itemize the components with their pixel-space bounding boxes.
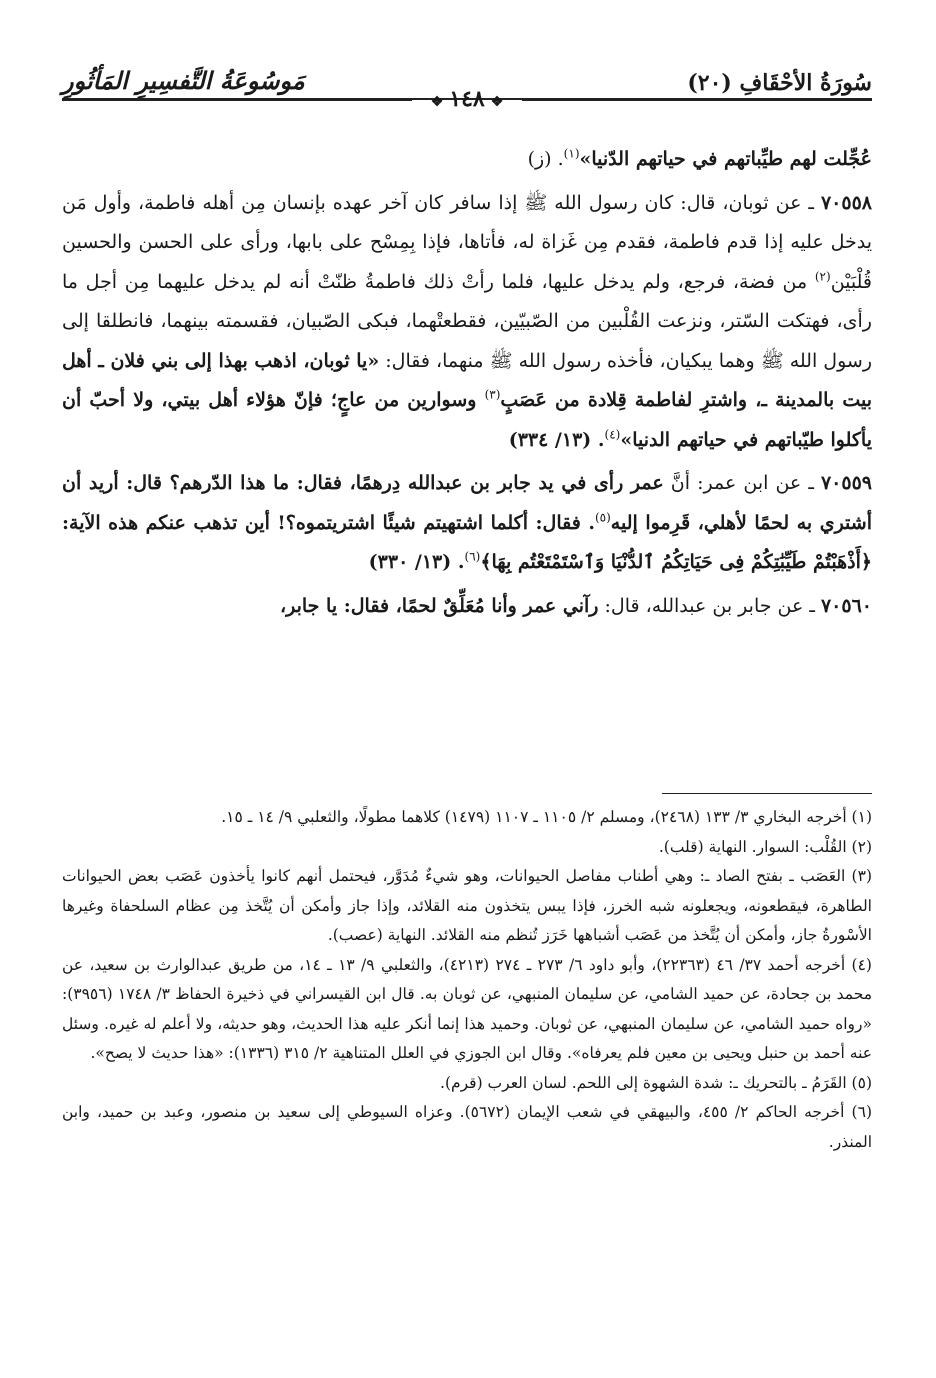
footnotes — [62, 803, 872, 1157]
ornament-icon: ❖ — [490, 94, 504, 110]
footnote-6: (٦) أخرجه الحاكم ٢/ ٤٥٥، والبيهقي في شعب الإيمان (٥٦٧٢). وعزاه السيوطي إلى سعيد بن منصور، وعبد بن حميد، وابن المنذر. — [62, 1103, 872, 1151]
surah-title: سُورَةُ الأحْقَافِ (٢٠) — [687, 70, 872, 96]
footnote-divider — [662, 793, 872, 794]
footnote-5: (٥) القَرَمُ ـ بالتحريك ـ: شدة الشهوة إلى اللحم. لسان العرب (قرم). — [440, 1073, 872, 1092]
footnote-3: (٣) العَصَب ـ بفتح الصاد ـ: وهي أطناب مفاصل الحيوانات، وهو شيءٌ مُدَوَّر، فيحتمل أنهم كانوا يأخذون عَصَب بعض الحيوانات الطاهرة، فيقطعونه، ويجعلونه شبه الخرز، فإذا يبس يتخذون منه القلائد، وإذا جاز وأمكن أن يُتَّخذ مِن عظام السلحفاة وغيرها الأسْورةُ جاز، وأمكن أن يُتَّخذ من عَصَب أشباهها خَرَز تُنظم منه القلائد. النهاية (عصب). — [62, 867, 872, 944]
hadith-number: ٧٠٥٥٨ — [820, 191, 872, 214]
hadith-number: ٧٠٥٦٠ — [820, 594, 872, 617]
hadith-70560: ٧٠٥٦٠ ـ عن جابر بن عبدالله، قال: رآني عمر وأنا مُعَلِّقٌ لحمًا، فقال: يا جابر، — [279, 594, 872, 617]
hadith-70559: ٧٠٥٥٩ ـ عن ابن عمر: أنَّ عمر رأى في يد جابر بن عبدالله دِرهمًا، فقال: ما هذا الدّرهم؟ قال: أريد أن أشتري به لحمًا لأهلي، قَرِموا إليه$^{(٥)}$. فقال: أكلما اشتهيتم شيئًا اشتريتموه؟! أين تذهب عنكم هذه الآية: ﴿أَذْهَبْتُمْ طَيِّبَٰتِكُمْ فِى حَيَاتِكُمُ ٱلدُّنْيَا وَٱسْتَمْتَعْتُم بِهَا﴾$^{(٦)}$. (١٣/ ٣٣٠) — [62, 472, 872, 573]
book-title: مَوسُوعَةُ التَّفسِيرِ المَأثُورِ — [62, 66, 305, 95]
footnote-1: (١) أخرجه البخاري ٣/ ١٣٣ (٢٤٦٨)، ومسلم ٢/ ١١٠٥ ـ ١١٠٧ (١٤٧٩) كلاهما مطولًا، والثعلبي ٩/ ١٤ ـ ١٥. — [221, 808, 872, 826]
main-text — [62, 140, 872, 630]
ornament-icon: ❖ — [430, 94, 444, 110]
paragraph-continuation: عُجِّلت لهم طيِّباتهم في حياتهم الدّنيا»$^{(١)}$. (ز) — [527, 146, 872, 170]
footnote-2: (٢) القُلْب: السوار. النهاية (قلب). — [658, 837, 872, 856]
page-number: ١٤٨ — [449, 86, 485, 112]
hadith-number: ٧٠٥٥٩ — [820, 472, 872, 494]
hadith-70558: ٧٠٥٥٨ ـ عن ثوبان، قال: كان رسول الله ﷺ إذا سافر كان آخر عهده بإنسان مِن أهله فاطمة، وأول مَن يدخل عليه إذا قدم فاطمة، فقدم مِن غَزاة له، فأتاها، فإذا بِمِسْح على بابها، ورأى على الحسن والحسين قُلْبَيْن$^{(٢)}$ من فضة، فرجع، ولم يدخل عليها، فلما رأتْ ذلك فاطمةُ ظنّتْ أنه لم يدخل عليهما مِن أجل ما رأى، فهتكت السّتر، ونزعت القُلْبين من الصّبيّين، فقطعتْهما، فبكى الصّبيان، فقسمته بينهما، فانطلقا إلى رسول الله ﷺ وهما يبكيان، فأخذه رسول الله ﷺ منهما، فقال: «يا ثوبان، اذهب بهذا إلى بني فلان ـ أهل بيت بالمدينة ـ، واشترِ لفاطمة قِلادة من عَصَبٍ$^{(٣)}$ وسوارين من عاجٍ؛ فإنّ هؤلاء أهل بيتي، ولا أحبّ أن يأكلوا طيّباتهم في حياتهم الدنيا»$^{(٤)}$. (١٣/ ٣٣٤) — [61, 191, 872, 451]
page-number-bar — [62, 86, 872, 116]
footnote-4: (٤) أخرجه أحمد ٣٧/ ٤٦ (٢٢٣٦٣)، وأبو داود ٦/ ٢٧٣ ـ ٢٧٤ (٤٢١٣)، والثعلبي ٩/ ١٣ ـ ١٤، من طريق عبدالوارث بن سعيد، عن محمد بن جحادة، عن حميد الشامي، عن سليمان المنبهي، عن ثوبان به. قال ابن القيسراني في ذخيرة الحفاظ ٣/ ١٧٤٨ (٣٩٥٦): «رواه حميد الشامي، عن سليمان المنبهي، عن ثوبان. وحميد هذا إنما أنكر عليه هذا الحديث، وهو حديثه، ولا أعلم له غيره. وسئل عنه أحمد بن حنبل ويحيى بن معين فلم يعرفاه». وقال ابن الجوزي في العلل المتناهية ٢/ ٣١٥ (١٣٣٦): «هذا حديث لا يصح». — [62, 955, 873, 1062]
